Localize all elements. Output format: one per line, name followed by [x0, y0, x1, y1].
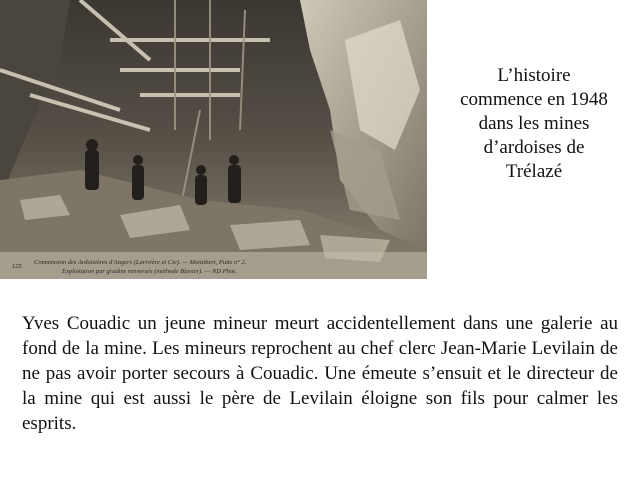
side-caption-line: commence en 1948 [460, 89, 608, 110]
photo-caption-line1: Commission des Ardoisières d'Angers (Larivière et Cie). — Montibert, Puits n° 2. [34, 259, 247, 266]
side-caption-line: L’histoire [497, 65, 571, 86]
side-caption [440, 64, 628, 184]
photo-plate-number: 125 [12, 263, 22, 270]
story-paragraph: Yves Couadic un jeune mineur meurt accidentellement dans une galerie au fond de la mine. Les mineurs reprochent au chef clerc Jean-Marie Levilain de ne pas avoir porter secours à Couadic. Une émeute s’ensuit et le directeur de la mine qui est aussi le père de Levilain éloigne son fils pour calmer les esprits. [22, 313, 618, 434]
slate-mine-photo [0, 0, 427, 279]
side-caption-line: dans les mines [478, 113, 590, 134]
side-caption-line: Trélazé [505, 161, 563, 182]
mine-photo-illustration [0, 0, 427, 279]
side-caption-line: d’ardoises de [483, 137, 585, 158]
photo-caption-line2: Exploitation par gradins renversés (méthode Blavier). — ND Phot. [62, 268, 237, 275]
